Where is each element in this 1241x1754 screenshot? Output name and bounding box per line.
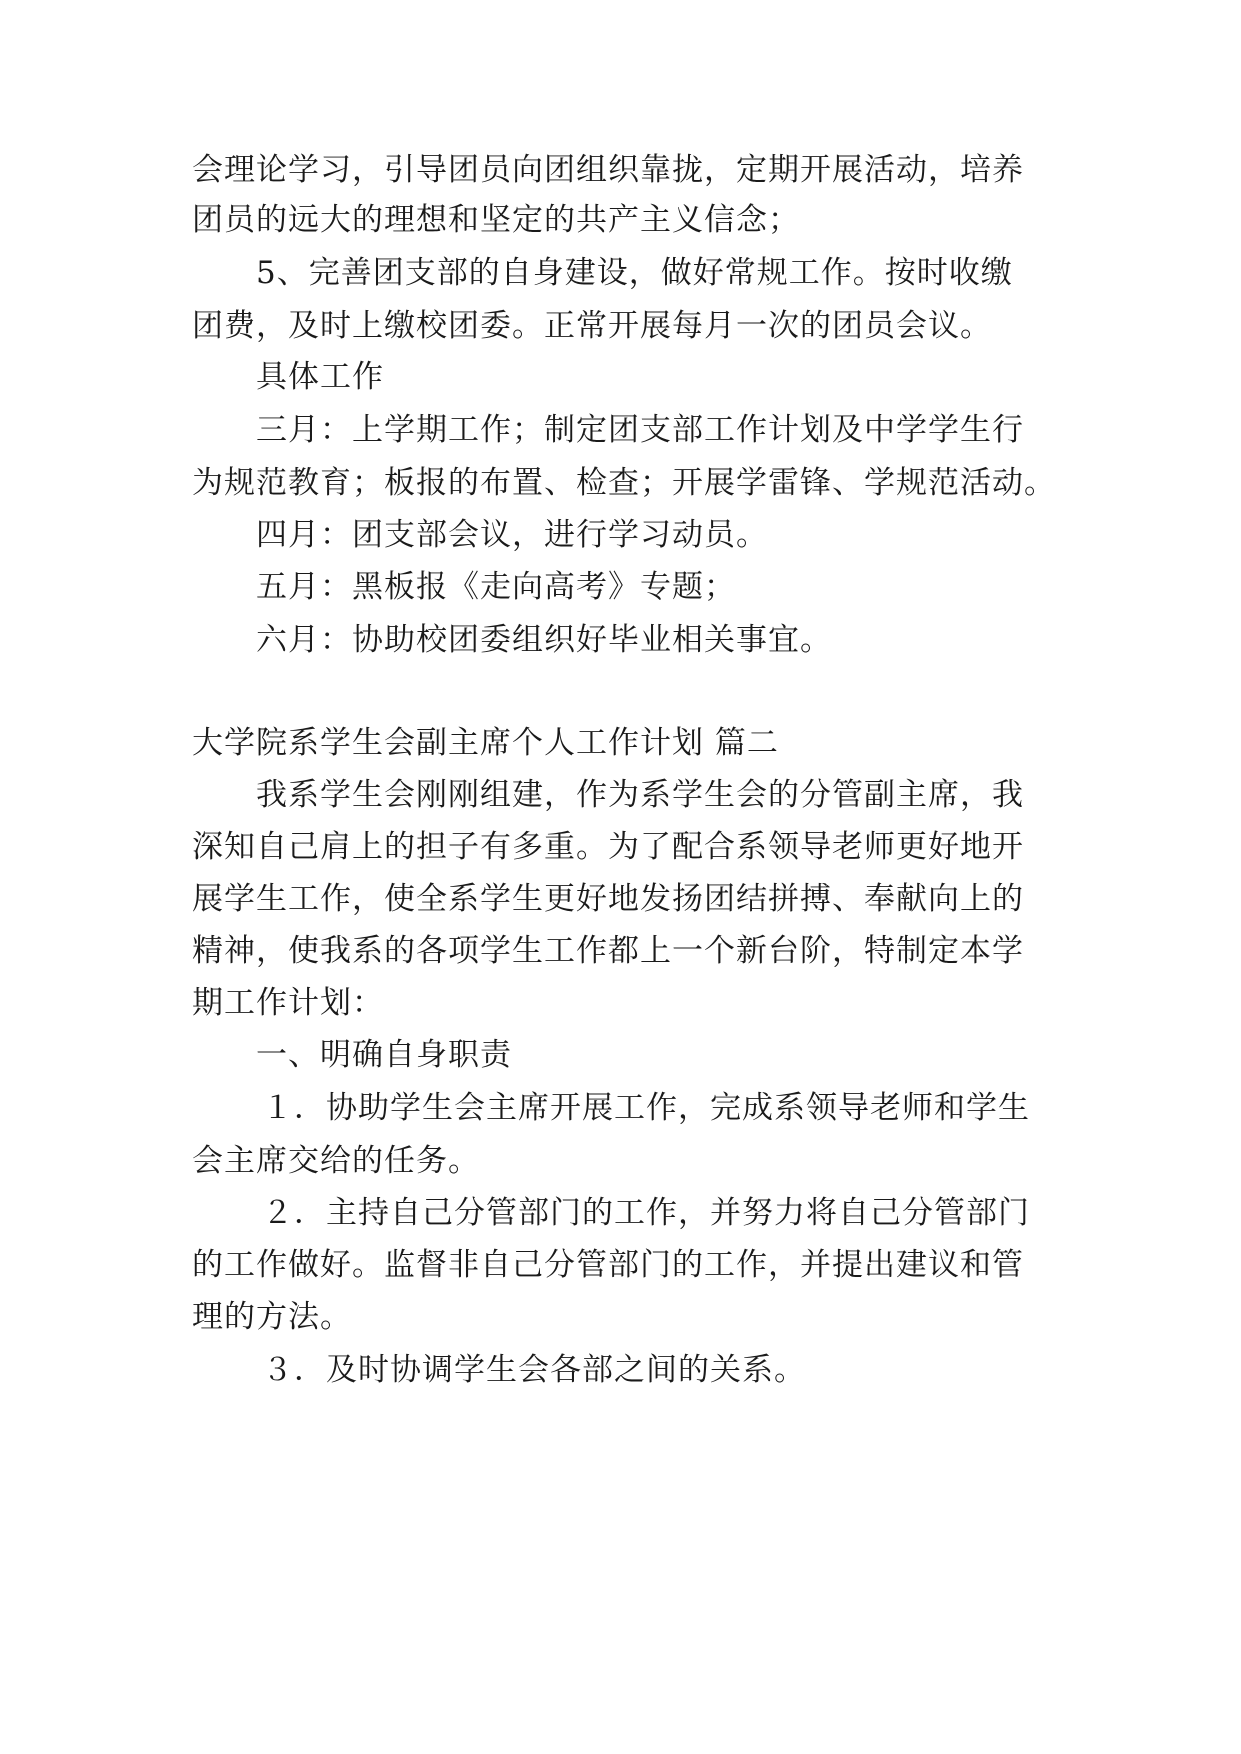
- subsection-heading: 一、明确自身职责: [256, 1037, 512, 1073]
- section-label: 具体工作: [256, 359, 384, 395]
- body-text-line: 四月：团支部会议，进行学习动员。: [256, 517, 768, 553]
- body-text-line: 深知自己肩上的担子有多重。为了配合系领导老师更好地开: [192, 829, 1024, 865]
- body-text-line: 5、完善团支部的自身建设，做好常规工作。按时收缴: [256, 255, 1013, 291]
- body-text-line: 团费，及时上缴校团委。正常开展每月一次的团员会议。: [192, 308, 992, 344]
- body-text-line: 精神，使我系的各项学生工作都上一个新台阶，特制定本学: [192, 933, 1024, 969]
- body-text-line: 我系学生会刚刚组建，作为系学生会的分管副主席，我: [256, 777, 1024, 813]
- body-text-line: 三月：上学期工作；制定团支部工作计划及中学学生行: [256, 412, 1024, 448]
- section-heading: 大学院系学生会副主席个人工作计划 篇二: [192, 725, 779, 761]
- list-item: １．协助学生会主席开展工作，完成系领导老师和学生: [262, 1090, 1030, 1126]
- body-text-line: 展学生工作，使全系学生更好地发扬团结拼搏、奉献向上的: [192, 881, 1024, 917]
- body-text-line: 五月：黑板报《走向高考》专题；: [256, 569, 736, 605]
- body-text-line: 会理论学习，引导团员向团组织靠拢，定期开展活动，培养: [192, 152, 1024, 188]
- list-item: ２．主持自己分管部门的工作，并努力将自己分管部门: [262, 1195, 1030, 1231]
- body-text-line: 为规范教育；板报的布置、检查；开展学雷锋、学规范活动。: [192, 465, 1056, 501]
- body-text-line: 六月：协助校团委组织好毕业相关事宜。: [256, 622, 832, 658]
- body-text-line: 理的方法。: [192, 1299, 352, 1335]
- body-text-line: 期工作计划：: [192, 985, 384, 1021]
- list-item: ３．及时协调学生会各部之间的关系。: [262, 1352, 806, 1388]
- body-text-line: 的工作做好。监督非自己分管部门的工作，并提出建议和管: [192, 1247, 1024, 1283]
- body-text-line: 会主席交给的任务。: [192, 1143, 480, 1179]
- body-text-line: 团员的远大的理想和坚定的共产主义信念；: [192, 202, 800, 238]
